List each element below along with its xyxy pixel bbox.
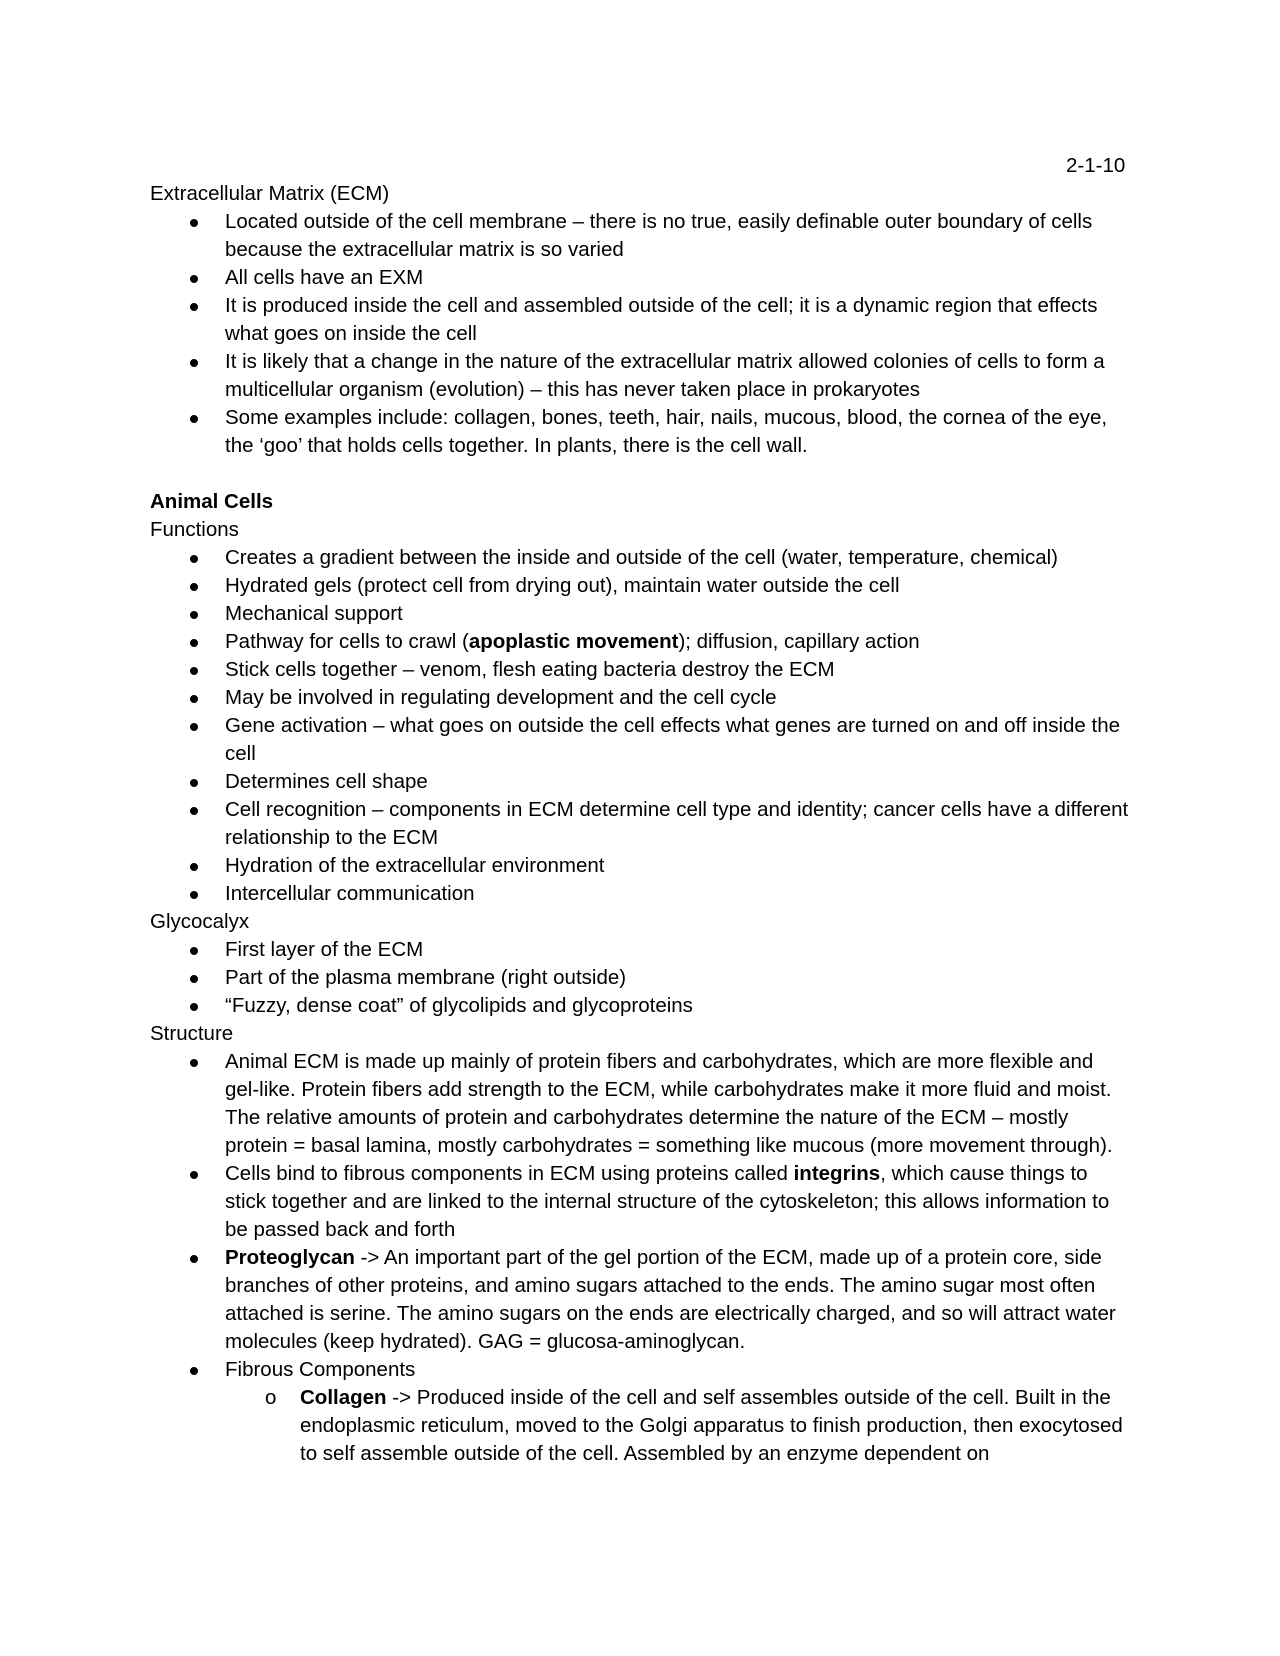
bullet-icon bbox=[190, 275, 198, 283]
ecm-heading: Extracellular Matrix (ECM) bbox=[150, 182, 390, 205]
document-body bbox=[150, 180, 1130, 1468]
bullet-icon bbox=[190, 359, 198, 367]
list-item: Mechanical support bbox=[150, 600, 1130, 628]
list-item: Gene activation – what goes on outside the cell effects what genes are turned on and off inside the cell bbox=[150, 712, 1130, 768]
structure-list bbox=[150, 1048, 1130, 1468]
list-item: Fibrous Components o Collagen -> Produced inside of the cell and self assembles outside of the cell. Built in the endoplasmic reticulum, moved to the Golgi apparatus to finish production, then exocytosed to self assemble outside of the cell. Assembled by an enzyme dependent on bbox=[150, 1356, 1130, 1468]
bullet-icon bbox=[190, 1003, 198, 1011]
sub-bullet-icon: o bbox=[265, 1386, 277, 1409]
list-item: Determines cell shape bbox=[150, 768, 1130, 796]
fibrous-components-list bbox=[225, 1384, 1130, 1468]
bullet-icon bbox=[190, 1171, 198, 1179]
list-item: Some examples include: collagen, bones, teeth, hair, nails, mucous, blood, the cornea of the eye, the ‘goo’ that holds cells together. In plants, there is the cell wall. bbox=[150, 404, 1130, 460]
list-item: “Fuzzy, dense coat” of glycolipids and glycoproteins bbox=[150, 992, 1130, 1020]
list-item: Intercellular communication bbox=[150, 880, 1130, 908]
list-item: First layer of the ECM bbox=[150, 936, 1130, 964]
bullet-icon bbox=[190, 1255, 198, 1263]
bullet-icon bbox=[190, 415, 198, 423]
bullet-icon bbox=[190, 891, 198, 899]
bullet-icon bbox=[190, 975, 198, 983]
bullet-icon bbox=[190, 583, 198, 591]
bullet-icon bbox=[190, 863, 198, 871]
functions-list bbox=[150, 544, 1130, 908]
bullet-icon bbox=[190, 723, 198, 731]
bullet-icon bbox=[190, 303, 198, 311]
functions-heading: Functions bbox=[150, 518, 239, 541]
list-item: May be involved in regulating development and the cell cycle bbox=[150, 684, 1130, 712]
list-item: Animal ECM is made up mainly of protein fibers and carbohydrates, which are more flexible and gel-like. Protein fibers add strength to the ECM, while carbohydrates make it more fluid and moist. The relative amounts of protein and carbohydrates determine the nature of the ECM – mostly protein = basal lamina, mostly carbohydrates = something like mucous (more movement through). bbox=[150, 1048, 1130, 1160]
list-item: Hydrated gels (protect cell from drying out), maintain water outside the cell bbox=[150, 572, 1130, 600]
list-item: Stick cells together – venom, flesh eating bacteria destroy the ECM bbox=[150, 656, 1130, 684]
structure-heading: Structure bbox=[150, 1022, 234, 1045]
bullet-icon bbox=[190, 779, 198, 787]
section-heading: Animal Cells bbox=[150, 490, 274, 513]
bullet-icon bbox=[190, 219, 198, 227]
bullet-icon bbox=[190, 611, 198, 619]
glycocalyx-heading: Glycocalyx bbox=[150, 910, 250, 933]
bullet-icon bbox=[190, 695, 198, 703]
list-item: Located outside of the cell membrane – there is no true, easily definable outer boundary of cells because the extracellular matrix is so varied bbox=[150, 208, 1130, 264]
bullet-icon bbox=[190, 639, 198, 647]
bullet-icon bbox=[190, 807, 198, 815]
list-item: Part of the plasma membrane (right outside) bbox=[150, 964, 1130, 992]
list-item: It is produced inside the cell and assembled outside of the cell; it is a dynamic region that effects what goes on inside the cell bbox=[150, 292, 1130, 348]
bullet-icon bbox=[190, 1059, 198, 1067]
list-item: Proteoglycan -> An important part of the gel portion of the ECM, made up of a protein core, side branches of other proteins, and amino sugars attached to the ends. The amino sugar most often attached is serine. The amino sugars on the ends are electrically charged, and so will attract water molecules (keep hydrated). GAG = glucosa-aminoglycan. bbox=[150, 1244, 1130, 1356]
ecm-list bbox=[150, 208, 1130, 460]
list-item: All cells have an EXM bbox=[150, 264, 1130, 292]
bullet-icon bbox=[190, 667, 198, 675]
list-item: Cell recognition – components in ECM determine cell type and identity; cancer cells have a different relationship to the ECM bbox=[150, 796, 1130, 852]
list-item: Hydration of the extracellular environment bbox=[150, 852, 1130, 880]
list-item: Cells bind to fibrous components in ECM using proteins called integrins, which cause things to stick together and are linked to the internal structure of the cytoskeleton; this allows information to be passed back and forth bbox=[150, 1160, 1130, 1244]
list-item: Pathway for cells to crawl (apoplastic movement); diffusion, capillary action bbox=[150, 628, 1130, 656]
date-label: 2-1-10 bbox=[1066, 154, 1126, 177]
spacer bbox=[150, 460, 1130, 488]
bullet-icon bbox=[190, 947, 198, 955]
glycocalyx-list bbox=[150, 936, 1130, 1020]
bullet-icon bbox=[190, 1367, 198, 1375]
bullet-icon bbox=[190, 555, 198, 563]
list-item: It is likely that a change in the nature of the extracellular matrix allowed colonies of cells to form a multicellular organism (evolution) – this has never taken place in prokaryotes bbox=[150, 348, 1130, 404]
list-item: Creates a gradient between the inside and outside of the cell (water, temperature, chemical) bbox=[150, 544, 1130, 572]
sub-list-item: o Collagen -> Produced inside of the cell and self assembles outside of the cell. Built in the endoplasmic reticulum, moved to the Golgi apparatus to finish production, then exocytosed to self assemble outside of the cell. Assembled by an enzyme dependent on bbox=[265, 1386, 1123, 1465]
